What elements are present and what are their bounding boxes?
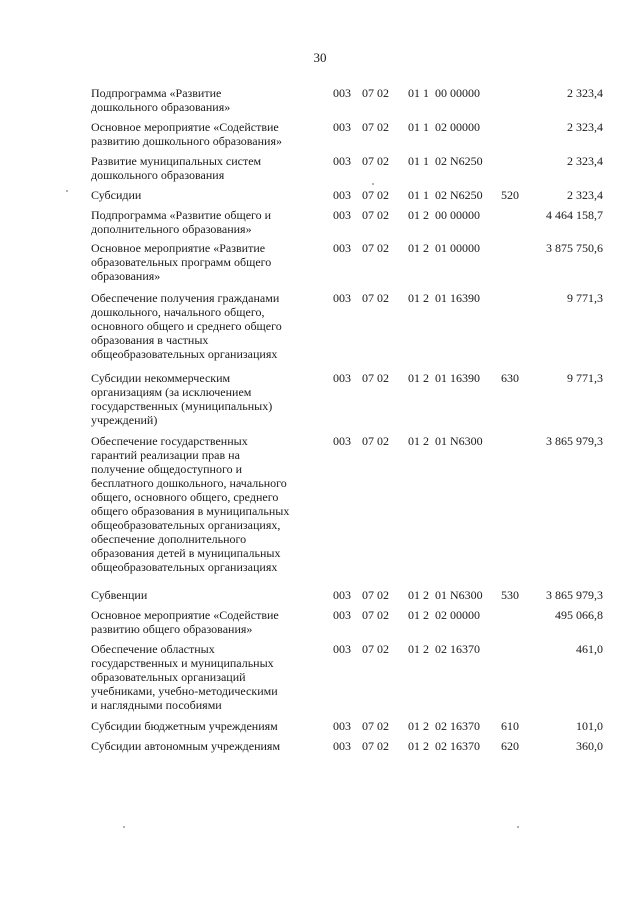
row-amount: 495 066,8 xyxy=(555,608,603,622)
row-name: Субсидии некоммерческим организациям (за исключением государственных (муниципальных) учреждений) xyxy=(91,371,273,427)
page-number: 30 xyxy=(313,50,327,65)
row-ved-code: 003 xyxy=(333,241,351,255)
row-amount: 360,0 xyxy=(576,739,603,753)
row-section-code: 07 02 xyxy=(362,188,389,202)
row-amount: 9 771,3 xyxy=(567,371,603,385)
row-amount: 461,0 xyxy=(576,642,603,656)
row-ved-code: 003 xyxy=(333,434,351,448)
row-section-code: 07 02 xyxy=(362,588,389,602)
row-section-code: 07 02 xyxy=(362,291,389,305)
row-target-code: 01 2 01 16390 xyxy=(408,371,480,385)
row-target-code: 01 2 02 16370 xyxy=(408,739,480,753)
row-ved-code: 003 xyxy=(333,154,351,168)
row-ved-code: 003 xyxy=(333,291,351,305)
row-ved-code: 003 xyxy=(333,588,351,602)
row-amount: 3 865 979,3 xyxy=(546,434,603,448)
row-ved-code: 003 xyxy=(333,739,351,753)
row-target-code: 01 2 00 00000 xyxy=(408,208,480,222)
row-expense-type: 630 xyxy=(501,371,519,385)
row-name: Обеспечение получения гражданами дошкольного, начального общего, основного общего и среднего общего образования в частных общеобразовательных организациях xyxy=(91,291,282,361)
row-expense-type: 620 xyxy=(501,739,519,753)
row-amount: 4 464 158,7 xyxy=(546,208,603,222)
row-target-code: 01 1 00 00000 xyxy=(408,86,480,100)
row-section-code: 07 02 xyxy=(362,86,389,100)
row-ved-code: 003 xyxy=(333,608,351,622)
row-target-code: 01 1 02 00000 xyxy=(408,120,480,134)
row-name: Основное мероприятие «Содействие развитию дошкольного образования» xyxy=(91,120,282,148)
row-section-code: 07 02 xyxy=(362,642,389,656)
row-target-code: 01 2 02 16370 xyxy=(408,719,480,733)
row-name: Развитие муниципальных систем дошкольного образования xyxy=(91,154,262,182)
row-section-code: 07 02 xyxy=(362,371,389,385)
row-section-code: 07 02 xyxy=(362,719,389,733)
row-name: Обеспечение государственных гарантий реализации прав на получение общедоступного и бесплатного дошкольного, начального общего, основного общего, среднего общего образования в муниципальных общеобразовательных организациях, обеспечение дополнительного образования детей в муниципальных общеобразовательных организациях xyxy=(91,434,290,574)
row-section-code: 07 02 xyxy=(362,608,389,622)
row-section-code: 07 02 xyxy=(362,208,389,222)
row-expense-type: 520 xyxy=(501,188,519,202)
row-amount: 2 323,4 xyxy=(567,154,603,168)
row-target-code: 01 1 02 N6250 xyxy=(408,188,483,202)
row-ved-code: 003 xyxy=(333,719,351,733)
row-name: Субсидии автономным учреждениям xyxy=(91,739,281,753)
row-ved-code: 003 xyxy=(333,86,351,100)
row-section-code: 07 02 xyxy=(362,739,389,753)
row-amount: 2 323,4 xyxy=(567,120,603,134)
scan-speck xyxy=(123,826,125,828)
row-amount: 101,0 xyxy=(576,719,603,733)
row-name: Основное мероприятие «Развитие образовательных программ общего образования» xyxy=(91,241,272,283)
row-name: Субвенции xyxy=(91,588,148,602)
row-name: Подпрограмма «Развитие дошкольного образования» xyxy=(91,86,231,114)
scan-speck xyxy=(517,826,519,828)
row-target-code: 01 2 01 00000 xyxy=(408,241,480,255)
row-amount: 3 865 979,3 xyxy=(546,588,603,602)
row-ved-code: 003 xyxy=(333,642,351,656)
row-section-code: 07 02 xyxy=(362,434,389,448)
row-expense-type: 530 xyxy=(501,588,519,602)
row-amount: 3 875 750,6 xyxy=(546,241,603,255)
row-target-code: 01 1 02 N6250 xyxy=(408,154,483,168)
scan-speck xyxy=(66,190,68,192)
row-name: Подпрограмма «Развитие общего и дополнительного образования» xyxy=(91,208,272,236)
row-amount: 2 323,4 xyxy=(567,188,603,202)
row-ved-code: 003 xyxy=(333,371,351,385)
row-target-code: 01 2 01 N6300 xyxy=(408,588,483,602)
row-section-code: 07 02 xyxy=(362,120,389,134)
row-expense-type: 610 xyxy=(501,719,519,733)
row-amount: 9 771,3 xyxy=(567,291,603,305)
row-target-code: 01 2 02 16370 xyxy=(408,642,480,656)
row-name: Субсидии бюджетным учреждениям xyxy=(91,719,278,733)
row-amount: 2 323,4 xyxy=(567,86,603,100)
row-name: Субсидии xyxy=(91,188,142,202)
row-name: Основное мероприятие «Содействие развитию общего образования» xyxy=(91,608,279,636)
row-target-code: 01 2 01 16390 xyxy=(408,291,480,305)
scan-speck xyxy=(372,183,374,185)
row-section-code: 07 02 xyxy=(362,241,389,255)
row-target-code: 01 2 01 N6300 xyxy=(408,434,483,448)
row-ved-code: 003 xyxy=(333,188,351,202)
row-name: Обеспечение областных государственных и муниципальных образовательных организаций учебниками, учебно-методическими и наглядными пособиями xyxy=(91,642,278,712)
row-ved-code: 003 xyxy=(333,208,351,222)
row-ved-code: 003 xyxy=(333,120,351,134)
row-target-code: 01 2 02 00000 xyxy=(408,608,480,622)
row-section-code: 07 02 xyxy=(362,154,389,168)
